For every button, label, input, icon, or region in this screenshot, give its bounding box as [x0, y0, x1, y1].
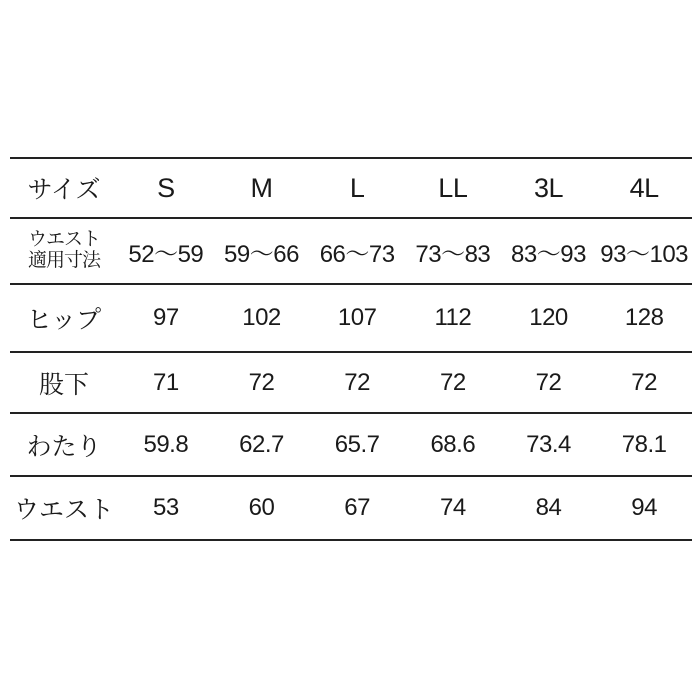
row-label-inseam: 股下 — [38, 370, 89, 399]
row-label-waist-applicable-range — [10, 230, 118, 272]
table-cell: 72 — [439, 368, 466, 396]
table-row-waist-range — [10, 219, 692, 285]
table-cell: 52〜59 — [128, 240, 204, 268]
table-cell: 66〜73 — [319, 240, 395, 268]
size-chart-table — [10, 157, 692, 541]
table-cell: 83〜93 — [511, 240, 586, 268]
table-cell: 73.4 — [526, 430, 571, 458]
table-cell: 102 — [242, 304, 281, 331]
table-cell: 59.8 — [143, 430, 189, 458]
table-cell: 120 — [529, 304, 568, 331]
table-cell: 72 — [535, 368, 562, 396]
size-header-label: サイズ — [27, 176, 101, 204]
table-cell: 112 — [434, 304, 472, 331]
table-cell: 68.6 — [430, 430, 476, 458]
table-cell: 65.7 — [334, 430, 380, 458]
table-cell: 62.7 — [239, 430, 284, 458]
table-header-row — [10, 159, 692, 219]
row-label-watari: わたり — [26, 432, 102, 461]
size-column-header-3l: 3L — [533, 172, 564, 203]
size-column-header-l: L — [349, 172, 365, 203]
table-cell: 84 — [535, 494, 562, 521]
table-cell: 59〜66 — [224, 240, 299, 268]
table-row-waist — [10, 477, 692, 541]
table-cell: 73〜83 — [415, 240, 491, 268]
table-cell: 94 — [631, 494, 657, 521]
size-column-header-4l: 4L — [629, 172, 659, 203]
table-cell: 71 — [152, 368, 179, 396]
table-cell: 128 — [624, 304, 664, 331]
size-column-header-ll: LL — [438, 172, 468, 203]
table-cell: 72 — [631, 368, 657, 396]
row-label-line2: 適用寸法 — [27, 250, 100, 271]
size-column-header-m: M — [250, 172, 273, 203]
table-cell: 93〜103 — [600, 240, 689, 268]
row-label-waist: ウエスト — [13, 496, 114, 524]
table-cell: 74 — [439, 494, 466, 521]
table-row-watari — [10, 414, 692, 477]
table-cell: 72 — [248, 368, 275, 396]
table-row-inseam — [10, 353, 692, 414]
table-cell: 60 — [248, 494, 275, 521]
table-cell: 78.1 — [621, 430, 667, 458]
size-column-header-s: S — [157, 172, 175, 203]
row-label-line1: ウエスト — [27, 229, 100, 251]
table-cell: 97 — [152, 304, 179, 331]
table-cell: 72 — [344, 368, 370, 396]
table-cell: 107 — [337, 304, 377, 331]
table-row-hip — [10, 285, 692, 353]
table-cell: 67 — [344, 494, 370, 521]
row-label-hip: ヒップ — [26, 306, 102, 334]
table-cell: 53 — [152, 494, 179, 521]
